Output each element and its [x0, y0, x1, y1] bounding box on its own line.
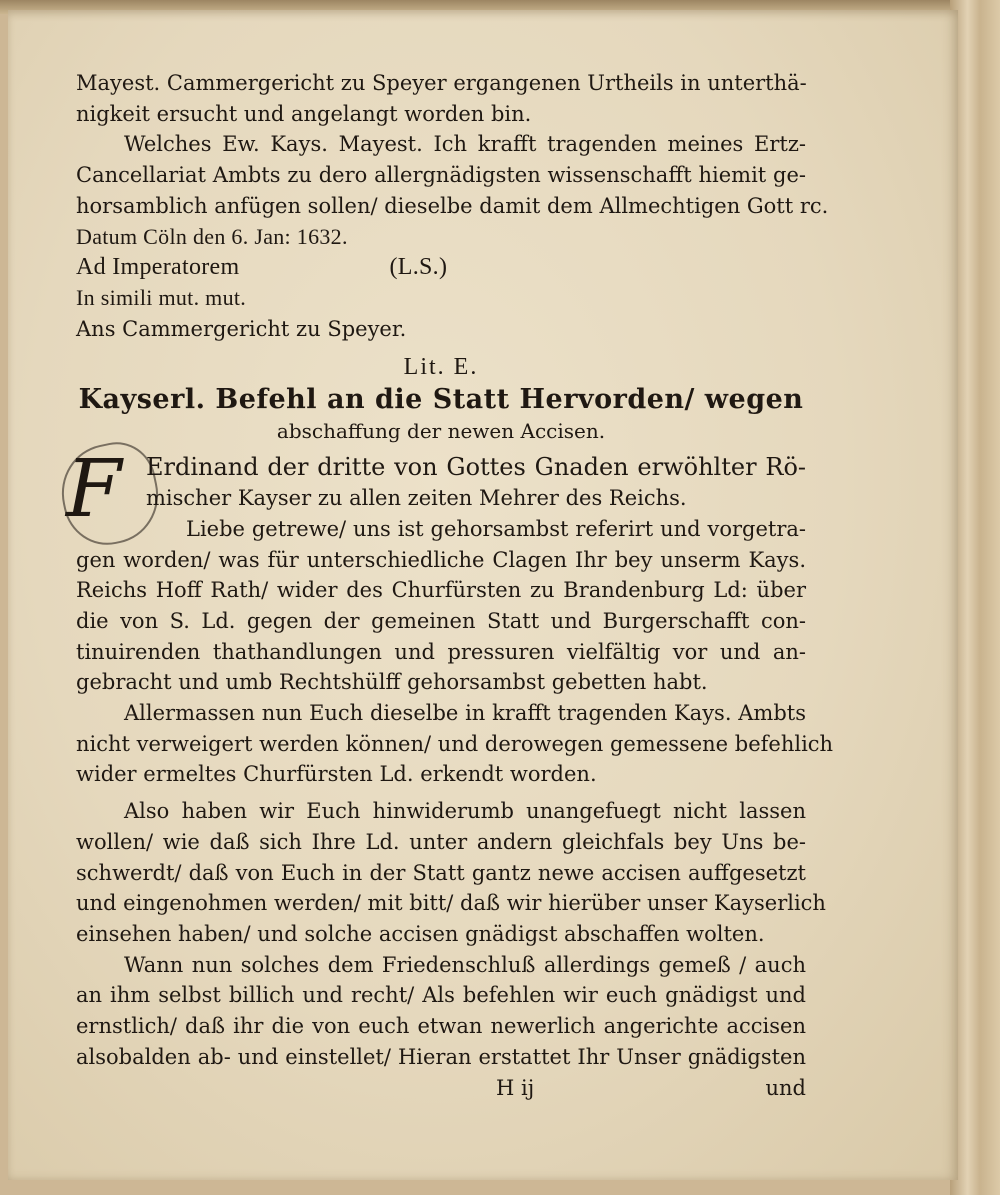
text-line: schwerdt/ daß von Euch in der Statt gantz newe accisen auffgesetzt [76, 860, 806, 885]
text-line: Also haben wir Euch hinwiderumb unangefuegt nicht lassen [124, 799, 806, 824]
section-label: Lit. E. [403, 354, 479, 381]
text-line: wider ermeltes Churfürsten Ld. erkendt worden. [76, 762, 597, 787]
book-page [8, 10, 958, 1180]
text-line: einsehen haben/ und solche accisen gnädigst abschaffen wolten. [76, 921, 765, 946]
text-line: Mayest. Cammergericht zu Speyer ergangenen Urtheils in unterthä- [76, 71, 807, 95]
text-line: Reichs Hoff Rath/ wider des Churfürsten zu Brandenburg Ld: über [76, 578, 806, 603]
drop-cap: F [66, 442, 122, 536]
text-line: gebracht und umb Rechtshülff gehorsambst gebetten habt. [76, 670, 708, 695]
text-line: nigkeit ersucht und angelangt worden bin. [76, 101, 532, 126]
text-line: Cancellariat Ambts zu dero allergnädigsten wissenschafft hiemit ge- [76, 163, 806, 188]
text-line: ernstlich/ daß ihr die von euch etwan newerlich angerichte accisen [76, 1014, 806, 1039]
text-line: Liebe getrewe/ uns ist gehorsambst referirt und vorgetra- [186, 516, 806, 541]
text-line: wollen/ wie daß sich Ihre Ld. unter andern gleichfals bey Uns be- [76, 829, 806, 854]
text-line: und eingenohmen werden/ mit bitt/ daß wir hierüber unser Kayserlich [76, 891, 826, 916]
text-line: an ihm selbst billich und recht/ Als befehlen wir euch gnädigst und [76, 983, 806, 1008]
page-text [66, 68, 834, 1103]
addressee-text: Ad Imperatorem [76, 254, 240, 281]
text-line: tinuirenden thathandlungen und pressuren vielfältig vor und an- [76, 639, 806, 664]
signature-mark: H ij [496, 1075, 535, 1100]
document-subtitle: abschaffung der newen Accisen. [276, 418, 606, 443]
seal-mark: (L.S.) [389, 254, 448, 281]
recipient-line: Ans Cammergericht zu Speyer. [76, 316, 407, 341]
datum-line: Datum Cöln den 6. Jan: 1632. [76, 223, 348, 249]
document-title: Kayserl. Befehl an die Statt Hervorden/ wegen [78, 384, 804, 416]
text-line: Wann nun solches dem Friedenschluß allerdings gemeß / auch [124, 952, 806, 977]
text-line: nicht verweigert werden können/ und derowegen gemessene befehlich [76, 731, 834, 756]
catchword: und [765, 1075, 806, 1100]
text-line: horsamblich anfügen sollen/ dieselbe damit dem Allmechtigen Gott rc. [76, 193, 829, 218]
text-line: Welches Ew. Kays. Mayest. Ich krafft tragenden meines Ertz- [124, 132, 806, 157]
text-line: die von S. Ld. gegen der gemeinen Statt und Burgerschafft con- [76, 608, 806, 633]
insimili-line: In simili mut. mut. [76, 284, 247, 310]
text-line: gen worden/ was für unterschiedliche Clagen Ihr bey unserm Kays. [76, 547, 806, 572]
text-line: alsobalden ab- und einstellet/ Hieran erstattet Ihr Unser gnädigsten [76, 1044, 806, 1069]
text-line: mischer Kayser zu allen zeiten Mehrer des Reichs. [146, 486, 687, 511]
text-line: Erdinand der dritte von Gottes Gnaden erwöhlter Rö- [146, 453, 806, 482]
addressee-line [76, 252, 806, 283]
page-footer [76, 1073, 806, 1103]
text-line: Allermassen nun Euch dieselbe in krafft tragenden Kays. Ambts [124, 701, 806, 726]
